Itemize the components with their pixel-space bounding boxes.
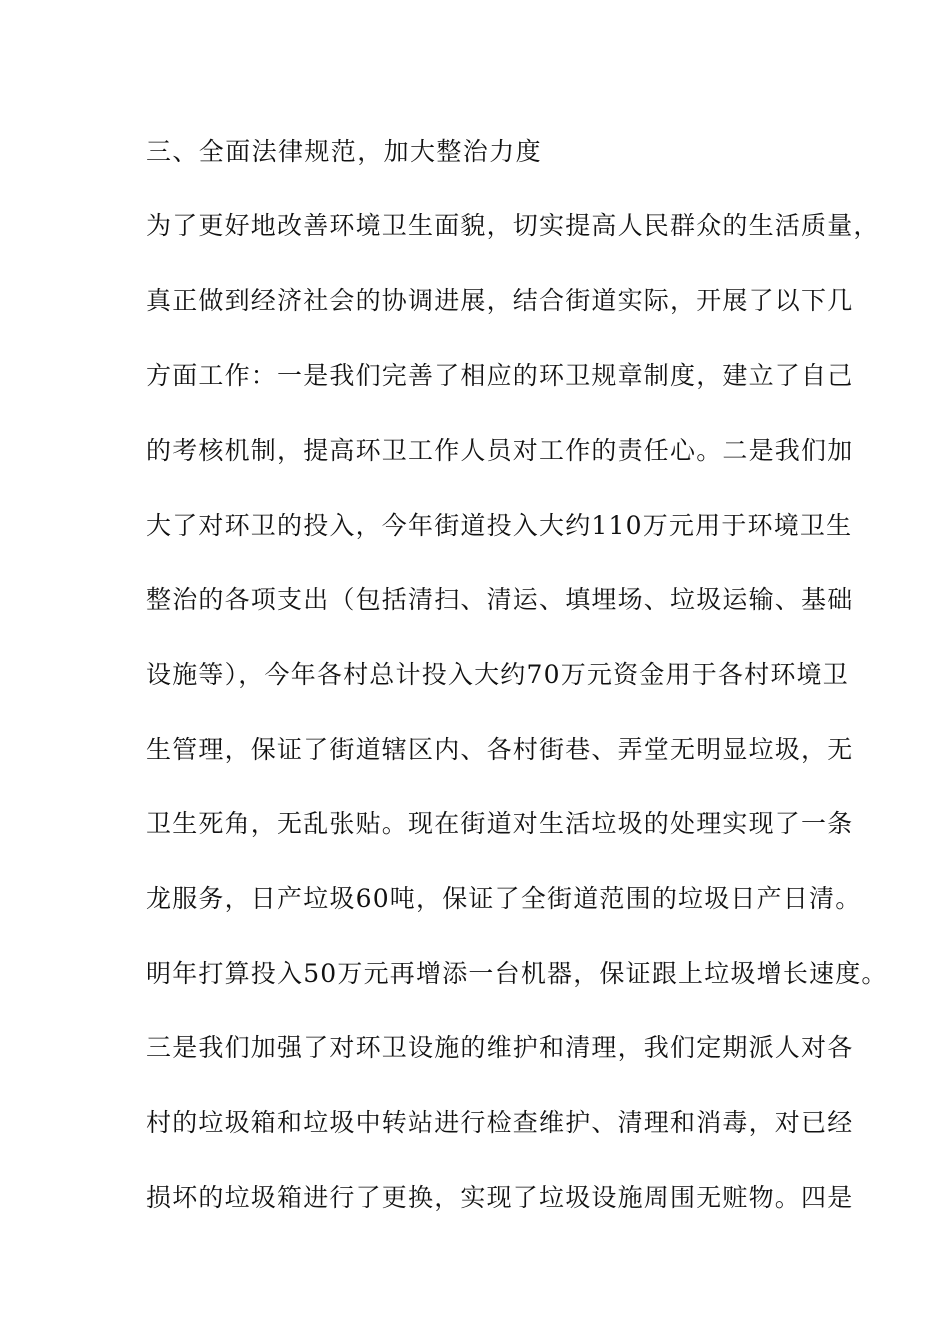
body-line: 损坏的垃圾箱进行了更换，实现了垃圾设施周围无赃物。四是 — [146, 1183, 854, 1212]
body-line: 为了更好地改善环境卫生面貌，切实提高人民群众的生活质量， — [146, 211, 880, 240]
body-line: 卫生死角，无乱张贴。现在街道对生活垃圾的处理实现了一条 — [146, 809, 854, 838]
body-line: 方面工作：一是我们完善了相应的环卫规章制度，建立了自己 — [146, 361, 854, 390]
body-line: 村的垃圾箱和垃圾中转站进行检查维护、清理和消毒，对已经 — [146, 1108, 854, 1137]
body-line: 明年打算投入50万元再增添一台机器，保证跟上垃圾增长速度。 — [146, 959, 888, 988]
body-line: 设施等），今年各村总计投入大约70万元资金用于各村环境卫 — [146, 660, 849, 689]
body-line: 大了对环卫的投入，今年街道投入大约110万元用于环境卫生 — [146, 511, 853, 540]
body-line: 的考核机制，提高环卫工作人员对工作的责任心。二是我们加 — [146, 436, 854, 465]
body-line: 真正做到经济社会的协调进展，结合街道实际，开展了以下几 — [146, 286, 854, 315]
section-heading: 三、全面法律规范，加大整治力度 — [146, 137, 543, 166]
body-line: 整治的各项支出（包括清扫、清运、填埋场、垃圾运输、基础 — [146, 585, 854, 614]
body-line: 三是我们加强了对环卫设施的维护和清理，我们定期派人对各 — [146, 1033, 854, 1062]
body-line: 龙服务，日产垃圾60吨，保证了全街道范围的垃圾日产日清。 — [146, 884, 862, 913]
body-line: 生管理，保证了街道辖区内、各村街巷、弄堂无明显垃圾，无 — [146, 735, 854, 764]
